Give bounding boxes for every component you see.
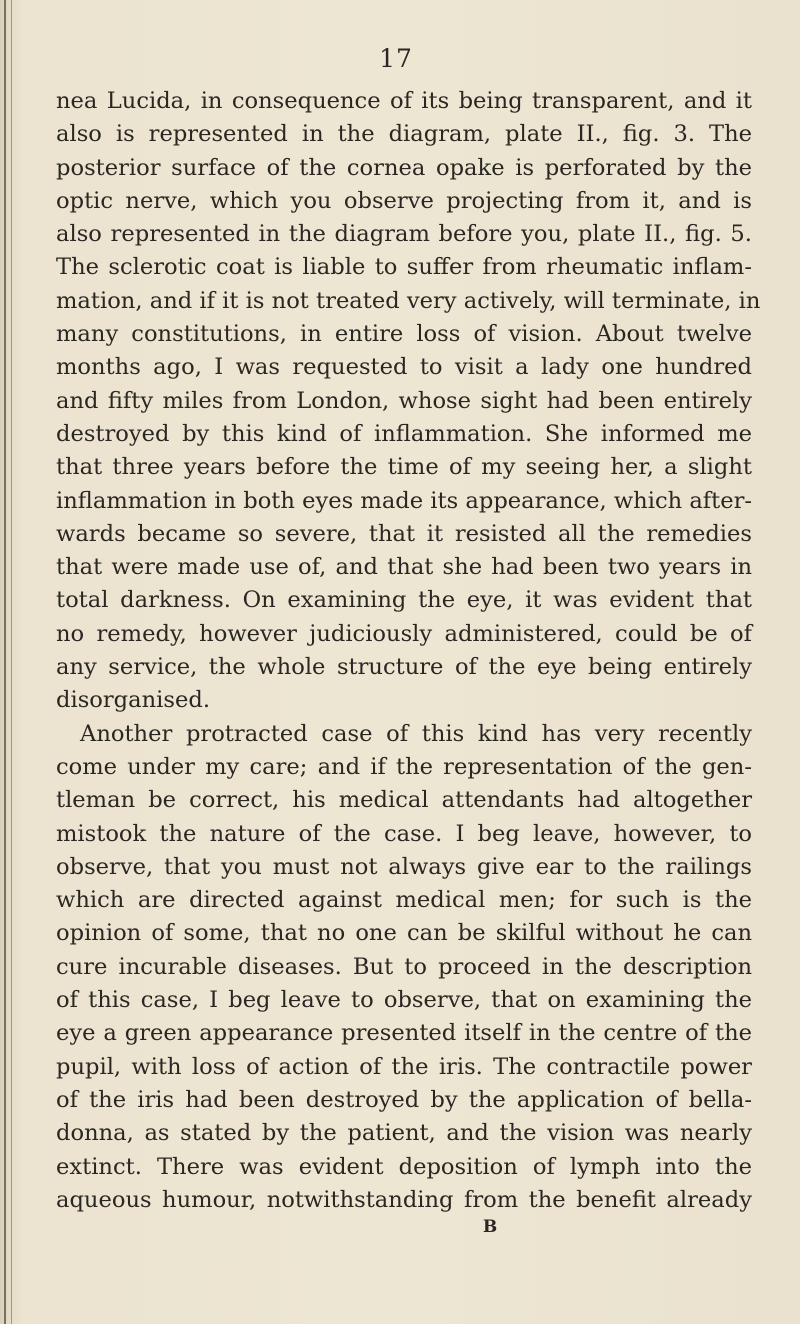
text-line: of this case, I beg leave to observe, that on examining the bbox=[56, 987, 752, 1014]
text-line: optic nerve, which you observe projecting from it, and is bbox=[56, 187, 752, 214]
text-line: observe, that you must not always give ear to the railings bbox=[56, 853, 752, 880]
text-line: tleman be correct, his medical attendants had altogether bbox=[56, 787, 752, 814]
text-line: eye a green appearance presented itself in the centre of the bbox=[56, 1020, 752, 1047]
text-line: that were made use of, and that she had been two years in bbox=[56, 554, 752, 581]
signature-mark: B bbox=[482, 1217, 498, 1237]
page-edge-line bbox=[11, 0, 12, 1324]
text-line: mistook the nature of the case. I beg leave, however, to bbox=[56, 820, 752, 847]
text-line: The sclerotic coat is liable to suffer from rheumatic inflam- bbox=[56, 254, 752, 281]
text-line: nea Lucida, in consequence of its being transparent, and it bbox=[56, 88, 752, 114]
text-line: many constitutions, in entire loss of vision. About twelve bbox=[56, 321, 752, 348]
text-line: come under my care; and if the representation of the gen- bbox=[56, 753, 752, 780]
text-line: pupil, with loss of action of the iris. The contractile power bbox=[56, 1053, 752, 1080]
text-line: total darkness. On examining the eye, it was evident that bbox=[56, 587, 752, 614]
text-line: of the iris had been destroyed by the application of bella- bbox=[56, 1086, 752, 1113]
text-line: aqueous humour, notwithstanding from the benefit already bbox=[56, 1186, 752, 1213]
text-line: extinct. There was evident deposition of lymph into the bbox=[56, 1153, 752, 1180]
text-line: also represented in the diagram before you, plate II., fig. 5. bbox=[56, 221, 752, 248]
text-line: also is represented in the diagram, plate II., fig. 3. The bbox=[56, 121, 752, 148]
text-line: mation, and if it is not treated very actively, will terminate, in bbox=[56, 287, 761, 314]
text-line: that three years before the time of my seeing her, a slight bbox=[56, 454, 752, 481]
text-line: opinion of some, that no one can be skilful without he can bbox=[56, 920, 752, 947]
text-line: donna, as stated by the patient, and the vision was nearly bbox=[56, 1120, 752, 1147]
text-line: inflammation in both eyes made its appearance, which after- bbox=[56, 487, 753, 514]
text-line: Another protracted case of this kind has very recently bbox=[80, 720, 752, 747]
text-line: cure incurable diseases. But to proceed in the description bbox=[56, 953, 752, 980]
page-edge-shadow bbox=[4, 0, 6, 1324]
text-line: no remedy, however judiciously administered, could be of bbox=[56, 620, 752, 647]
body-text bbox=[56, 85, 761, 1217]
text-line: which are directed against medical men; for such is the bbox=[56, 887, 752, 914]
text-line: wards became so severe, that it resisted all the remedies bbox=[56, 520, 752, 547]
text-line: disorganised. bbox=[56, 687, 211, 714]
text-line: and fifty miles from London, whose sight had been entirely bbox=[56, 387, 752, 414]
page-number: 17 bbox=[379, 44, 413, 73]
text-line: destroyed by this kind of inflammation. She informed me bbox=[56, 420, 752, 447]
text-line: any service, the whole structure of the eye being entirely bbox=[56, 654, 752, 681]
text-line: months ago, I was requested to visit a lady one hundred bbox=[56, 354, 752, 381]
text-line: posterior surface of the cornea opake is perforated by the bbox=[56, 154, 752, 181]
